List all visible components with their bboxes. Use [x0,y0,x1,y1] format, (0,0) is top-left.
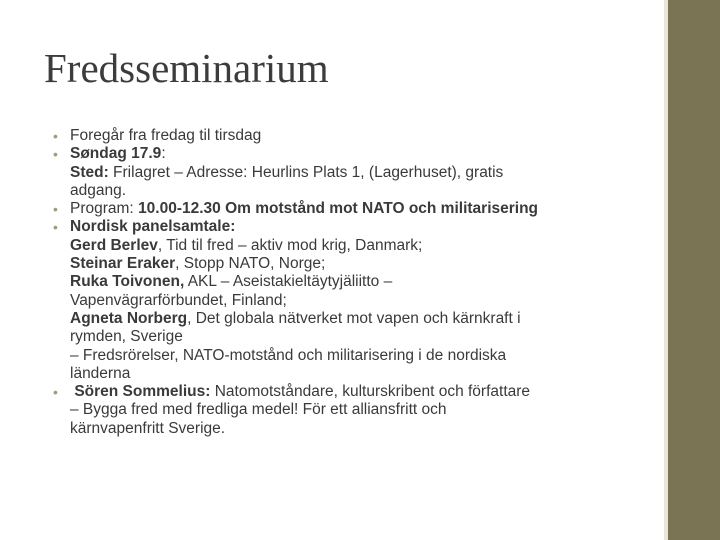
bullet-list [53,127,653,438]
panelist-4-org-cont: rymden, Sverige [70,328,183,346]
sidebar-accent-bar [668,0,720,540]
venue-text: Frilagret – Adresse: Heurlins Plats 1, (Lagerhuset), gratis [108,163,504,181]
panelist-3-org-cont: Vapenvägrarförbundet, Finland; [70,291,287,309]
panel-label: Nordisk panelsamtale: [70,218,236,236]
sunday-colon: : [161,145,166,163]
program-line [70,200,653,218]
speaker-topic: – Bygga fred med fredliga medel! För ett alliansfritt och [70,401,447,419]
panel-topic: – Fredsrörelser, NATO-motstånd och militarisering i de nordiska [70,346,507,364]
bullet-icon: • [53,146,58,163]
panelist-1 [70,237,653,255]
panelist-3-org: AKL – Aseistakieltäytyjäliitto – [184,273,393,291]
sunday-label: Søndag 17.9 [70,145,162,163]
bullet-icon: • [53,384,58,401]
venue-line [70,164,653,182]
speaker-desc: Natomotståndare, kulturskribent och författare [210,383,531,401]
panelist-3-name: Ruka Toivonen, [70,273,185,291]
bullet-icon: • [53,201,58,218]
panelist-2-org: , Stopp NATO, Norge; [175,255,326,273]
speaker-name: Sören Sommelius: [74,383,211,401]
bullet-item-program [53,200,653,218]
panelist-2 [70,255,653,273]
panelist-4-name: Agneta Norberg [70,309,188,327]
panelist-4 [70,310,653,328]
bullet-item-schedule [53,127,653,145]
venue-label: Sted: [70,163,109,181]
panel-topic-cont: länderna [70,364,131,382]
speaker-line [70,383,653,401]
bullet-item-sunday [53,145,653,200]
panelist-3 [70,273,653,291]
speaker-topic-cont: kärnvapenfritt Sverige. [70,419,226,437]
panelist-4-org: , Det globala nätverket mot vapen och kärnkraft i [187,309,521,327]
sunday-line [70,145,653,163]
bullet-item-panel [53,218,653,383]
program-prefix: Program: [70,200,139,218]
venue-text-cont: adgang. [70,181,127,199]
panelist-2-name: Steinar Eraker [70,255,176,273]
bullet-item-speaker [53,383,653,438]
program-detail: 10.00-12.30 Om motstånd mot NATO och militarisering [138,200,539,218]
bullet-text: Foregår fra fredag til tirsdag [70,127,262,144]
bullet-icon: • [53,219,58,236]
panelist-1-name: Gerd Berlev [70,236,158,254]
panelist-1-org: , Tid til fred – aktiv mod krig, Danmark; [157,236,423,254]
slide-title: Fredsseminarium [44,45,329,91]
bullet-icon: • [53,128,58,144]
